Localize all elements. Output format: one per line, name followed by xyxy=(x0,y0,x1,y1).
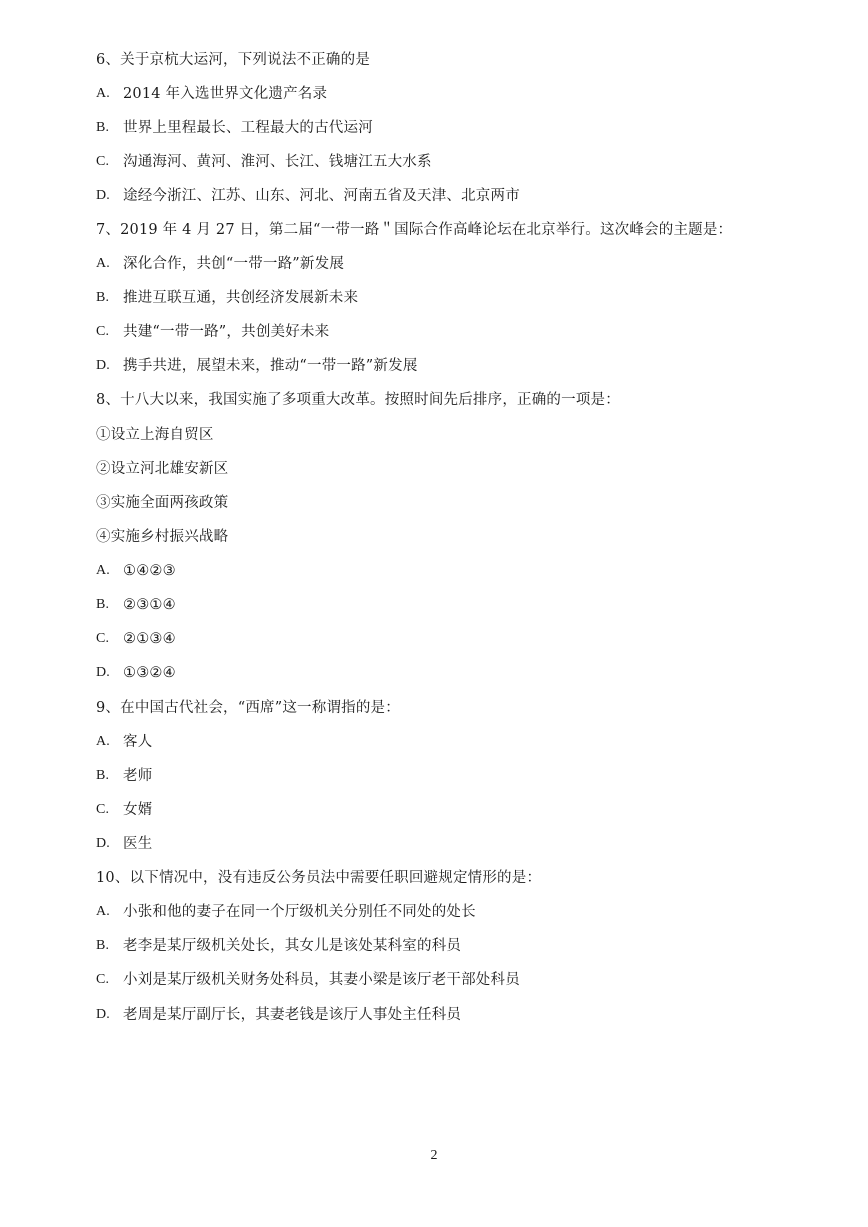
option-text: 推进互联互通，共创经济发展新未来 xyxy=(123,290,359,306)
question-8-item-4: ④实施乡村振兴战略 xyxy=(96,529,229,545)
option-key: D. xyxy=(96,188,111,203)
question-8-option-a xyxy=(96,560,176,582)
question-6-option-b xyxy=(96,117,373,139)
option-key: C. xyxy=(96,631,110,646)
question-8-option-d xyxy=(96,662,176,684)
question-8-option-b xyxy=(96,594,176,616)
question-9-stem: 9、在中国古代社会，“西席”这一称谓指的是： xyxy=(96,700,400,716)
option-key: B. xyxy=(96,290,110,305)
option-text: 世界上里程最长、工程最大的古代运河 xyxy=(123,120,373,136)
option-text: 小刘是某厅级机关财务处科员，其妻小梁是该厅老干部处科员 xyxy=(123,972,520,988)
option-text: 老师 xyxy=(123,768,153,784)
option-text: ①③②④ xyxy=(123,665,176,681)
question-6-option-d xyxy=(96,185,520,207)
question-8-item-1: ①设立上海自贸区 xyxy=(96,427,214,443)
option-key: B. xyxy=(96,938,110,953)
question-10-option-a xyxy=(96,901,476,923)
question-9-option-c xyxy=(96,799,152,821)
option-text: 途经今浙江、江苏、山东、河北、河南五省及天津、北京两市 xyxy=(123,188,520,204)
option-text: 女婿 xyxy=(123,802,153,818)
option-text: 沟通海河、黄河、淮河、长江、钱塘江五大水系 xyxy=(123,154,432,170)
option-text: 2014 年入选世界文化遗产名录 xyxy=(123,86,328,102)
option-text: 携手共进，展望未来，推动“一带一路”新发展 xyxy=(123,358,418,374)
option-text: 客人 xyxy=(123,734,153,750)
question-7-option-d xyxy=(96,355,418,377)
option-key: B. xyxy=(96,597,110,612)
option-key: A. xyxy=(96,86,111,101)
option-key: B. xyxy=(96,120,110,135)
question-7-option-b xyxy=(96,287,358,309)
question-10-option-b xyxy=(96,935,461,957)
question-8-item-3: ③实施全面两孩政策 xyxy=(96,495,229,511)
option-key: B. xyxy=(96,768,110,783)
question-6-option-c xyxy=(96,151,432,173)
option-text: ②①③④ xyxy=(123,631,176,647)
question-9-option-b xyxy=(96,765,152,787)
option-key: D. xyxy=(96,836,111,851)
option-text: 小张和他的妻子在同一个厅级机关分别任不同处的处长 xyxy=(123,904,476,920)
option-text: 医生 xyxy=(123,836,153,852)
option-text: ①④②③ xyxy=(123,563,176,579)
question-10-option-d xyxy=(96,1004,461,1026)
option-key: D. xyxy=(96,358,111,373)
option-text: 老李是某厅级机关处长，其女儿是该处某科室的科员 xyxy=(123,938,462,954)
question-8-item-2: ②设立河北雄安新区 xyxy=(96,461,229,477)
option-key: A. xyxy=(96,563,111,578)
question-9-option-d xyxy=(96,833,152,855)
question-8-option-c xyxy=(96,628,176,650)
option-key: D. xyxy=(96,665,111,680)
option-key: C. xyxy=(96,972,110,987)
question-6-stem: 6、关于京杭大运河，下列说法不正确的是 xyxy=(96,52,371,68)
question-7-stem: 7、2019 年 4 月 27 日，第二届“一带一路＂国际合作高峰论坛在北京举行。这次峰会的主题是： xyxy=(96,222,733,238)
option-key: C. xyxy=(96,324,110,339)
option-key: C. xyxy=(96,154,110,169)
question-7-option-c xyxy=(96,321,329,343)
question-10-stem: 10、以下情况中，没有违反公务员法中需要任职回避规定情形的是： xyxy=(96,870,542,886)
question-8-stem: 8、十八大以来，我国实施了多项重大改革。按照时间先后排序，正确的一项是： xyxy=(96,392,620,408)
question-7-option-a xyxy=(96,253,344,275)
question-9-option-a xyxy=(96,731,152,753)
question-6-option-a xyxy=(96,83,327,105)
option-text: 老周是某厅副厅长，其妻老钱是该厅人事处主任科员 xyxy=(123,1007,462,1023)
option-key: A. xyxy=(96,904,111,919)
option-key: C. xyxy=(96,802,110,817)
option-text: 共建“一带一路”，共创美好未来 xyxy=(123,324,330,340)
question-10-option-c xyxy=(96,969,520,991)
option-text: ②③①④ xyxy=(123,597,176,613)
option-key: A. xyxy=(96,734,111,749)
page-number: 2 xyxy=(430,1148,438,1163)
option-text: 深化合作，共创“一带一路”新发展 xyxy=(123,256,345,272)
option-key: A. xyxy=(96,256,111,271)
option-key: D. xyxy=(96,1007,111,1022)
